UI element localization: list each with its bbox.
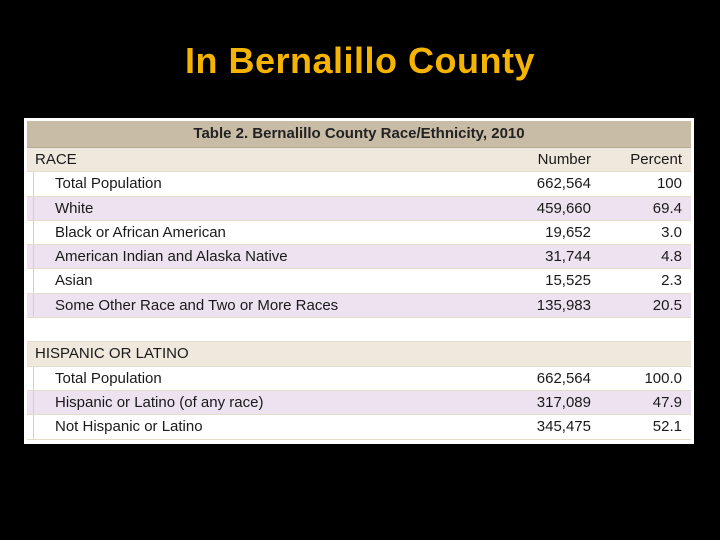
row-label: Not Hispanic or Latino bbox=[55, 418, 203, 436]
column-header-percent: Percent bbox=[630, 151, 682, 168]
section-spacer bbox=[27, 318, 691, 342]
row-percent: 4.8 bbox=[661, 248, 682, 266]
row-number: 662,564 bbox=[536, 369, 591, 387]
row-percent: 47.9 bbox=[652, 393, 682, 411]
row-label: White bbox=[55, 199, 94, 217]
row-label: Hispanic or Latino (of any race) bbox=[55, 393, 264, 411]
row-percent: 2.3 bbox=[661, 272, 682, 290]
row-label: American Indian and Alaska Native bbox=[55, 248, 288, 266]
row-percent: 100.0 bbox=[644, 369, 682, 387]
race-ethnicity-table bbox=[24, 118, 694, 444]
table-row bbox=[27, 269, 691, 293]
row-number: 317,089 bbox=[536, 393, 591, 411]
row-number: 19,652 bbox=[545, 223, 591, 241]
row-percent: 20.5 bbox=[652, 296, 682, 314]
column-header-number: Number bbox=[537, 151, 591, 168]
row-percent: 100 bbox=[656, 175, 682, 193]
row-number: 135,983 bbox=[536, 296, 591, 314]
table-row bbox=[27, 367, 691, 391]
row-number: 459,660 bbox=[536, 199, 591, 217]
table-row bbox=[27, 391, 691, 415]
row-number: 662,564 bbox=[536, 175, 591, 193]
row-number: 345,475 bbox=[536, 418, 591, 436]
row-percent: 52.1 bbox=[652, 418, 682, 436]
row-number: 31,744 bbox=[545, 248, 591, 266]
hispanic-header-row bbox=[27, 342, 691, 366]
table-row bbox=[27, 221, 691, 245]
hispanic-section-heading: HISPANIC OR LATINO bbox=[35, 345, 189, 363]
table-row bbox=[27, 294, 691, 318]
row-label: Some Other Race and Two or More Races bbox=[55, 296, 339, 314]
slide-title: In Bernalillo County bbox=[184, 40, 535, 81]
row-number: 15,525 bbox=[545, 272, 591, 290]
row-label: Total Population bbox=[55, 175, 162, 193]
row-label: Asian bbox=[55, 272, 93, 290]
row-label: Black or African American bbox=[55, 223, 226, 241]
table-row bbox=[27, 245, 691, 269]
table-caption: Table 2. Bernalillo County Race/Ethnicity, 2010 bbox=[27, 121, 691, 148]
table-row bbox=[27, 197, 691, 221]
race-header-row bbox=[27, 148, 691, 172]
table-row bbox=[27, 172, 691, 196]
race-section-heading: RACE bbox=[35, 151, 77, 168]
row-label: Total Population bbox=[55, 369, 162, 387]
row-percent: 69.4 bbox=[652, 199, 682, 217]
table-row bbox=[27, 415, 691, 439]
row-percent: 3.0 bbox=[661, 223, 682, 241]
